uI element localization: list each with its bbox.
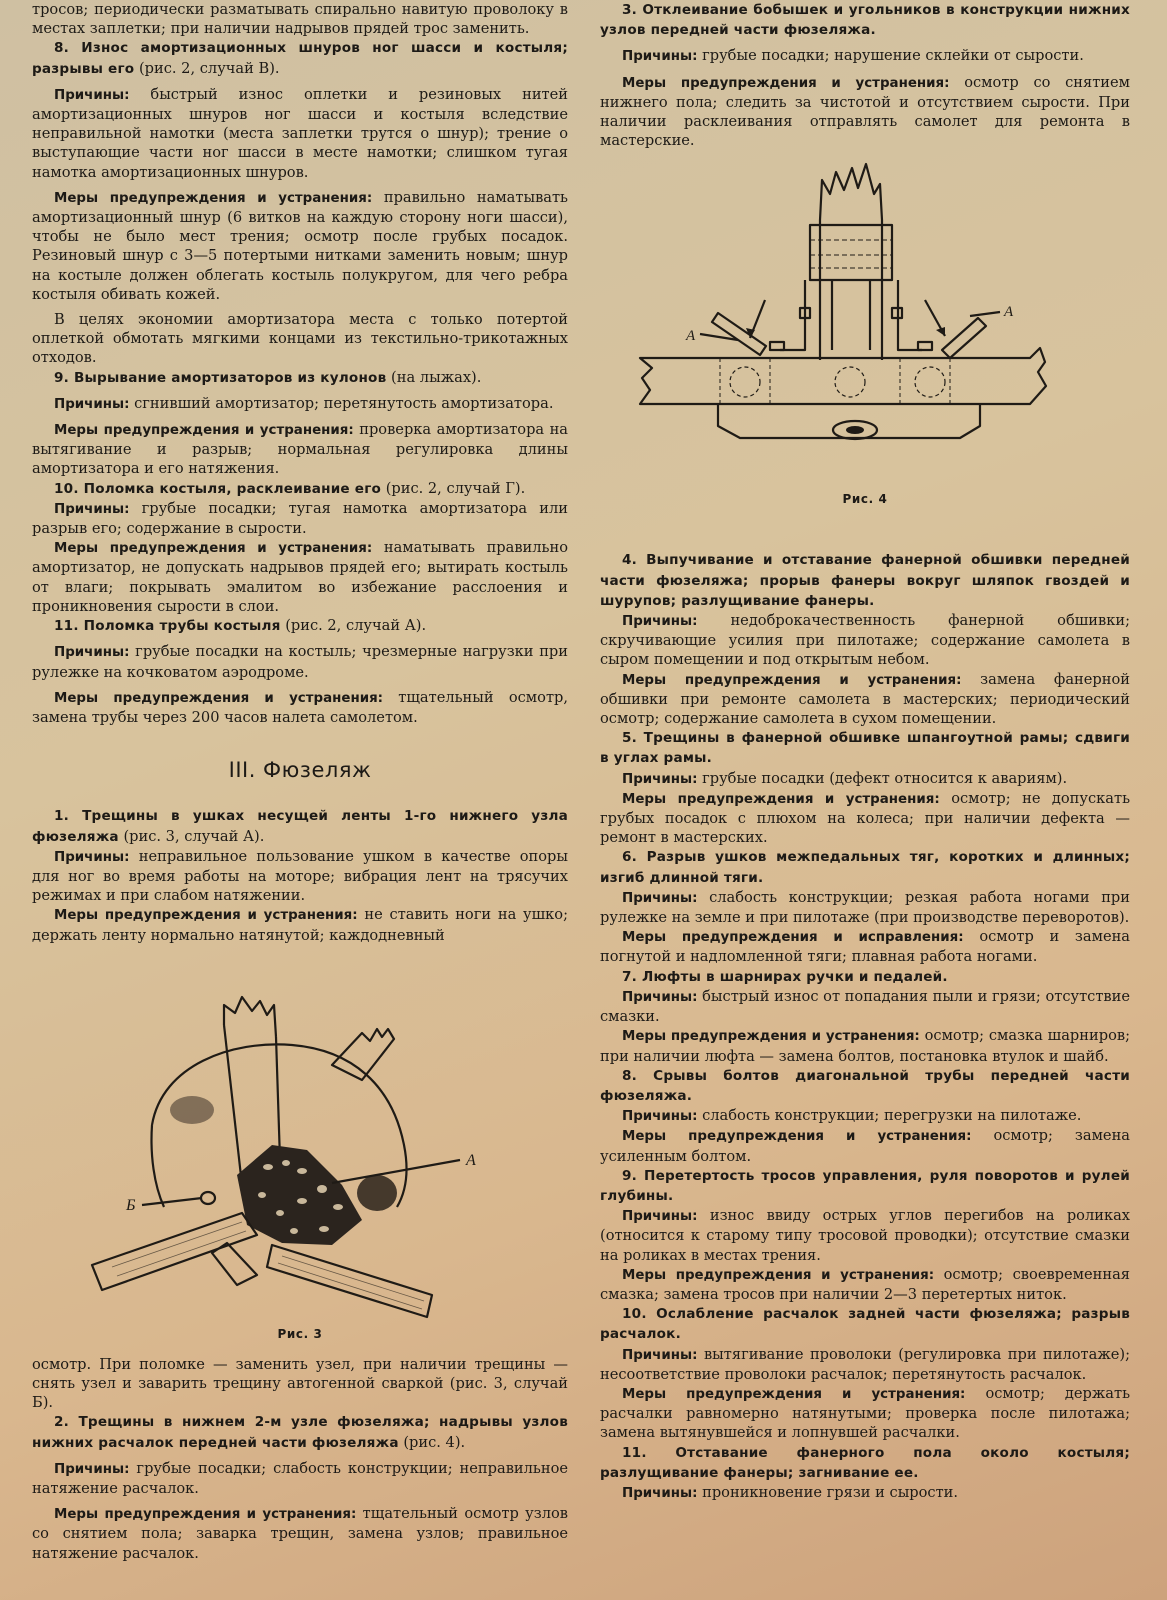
item-8-measures [32, 188, 568, 304]
item-9 [32, 368, 568, 388]
measures-label: Меры предупреждения и устранения: [54, 423, 354, 439]
causes-label: Причины: [622, 1109, 698, 1125]
item-9-causes [32, 394, 568, 414]
measures-label: Меры предупреждения и устранения: [622, 1386, 966, 1402]
causes-text: слабость конструкции; перегрузки на пилотаже. [702, 1107, 1082, 1125]
fuselage-item-9 [600, 1166, 1130, 1206]
item-8-note: В целях экономии амортизатора места с только потертой оплеткой обмотать мягкими концами из текстильно-трикотажных отходов. [32, 311, 568, 367]
fuselage-item-7-measures [600, 1026, 1130, 1065]
causes-text: сгнивший амортизатор; перетянутость амортизатора. [134, 394, 554, 412]
fuselage-item-7-causes [600, 987, 1130, 1026]
fuselage-item-8 [600, 1066, 1130, 1106]
figure-3-label-a: А [466, 1151, 476, 1169]
item-10-causes [32, 499, 568, 538]
fuselage-item-11-causes [600, 1483, 1130, 1503]
fuselage-item-6 [600, 847, 1130, 887]
causes-label: Причины: [622, 614, 698, 630]
fuselage-item-3 [600, 0, 1130, 40]
causes-text: быстрый износ от попадания пыли и грязи; отсутствие смазки. [600, 987, 1130, 1026]
fuselage-item-7 [600, 967, 1130, 987]
left-column [32, 0, 568, 1563]
measures-text: осмотр; замена усиленным болтом. [600, 1127, 1130, 1165]
causes-label: Причины: [54, 87, 130, 103]
item-11 [32, 616, 568, 636]
fuselage-item-5 [600, 728, 1130, 768]
fuselage-item-6-measures [600, 927, 1130, 966]
item-11-ref: (рис. 2, случай А). [285, 617, 427, 635]
item-10 [32, 479, 568, 499]
causes-label: Причины: [622, 989, 698, 1005]
fuselage-item-2-causes [32, 1459, 568, 1498]
fuselage-item-1-continued: осмотр. При поломке — заменить узел, при наличии трещины — снять узел и заварить трещину автогенной сваркой (рис. 3, случай Б). [32, 1355, 568, 1412]
causes-text: износ ввиду острых углов перегибов на роликах (относится к старому типу тросовой проводки); отсутствие смазки на роликах в местах трения. [600, 1207, 1130, 1264]
figure-4-caption: Рис. 4 [842, 492, 888, 507]
item-9-ref: (на лыжах). [391, 368, 482, 386]
fuselage-item-4 [600, 550, 1130, 611]
figure-4-label-a-right: А [1004, 304, 1014, 321]
measures-text: не ставить ноги на ушко; держать ленту нормально натянутой; каждодневный [32, 906, 569, 944]
fuselage-item-2-measures [32, 1504, 568, 1563]
measures-label: Меры предупреждения и устранения: [54, 690, 384, 706]
fuselage-item-2-ref: (рис. 4). [403, 1433, 466, 1451]
causes-text: проникновение грязи и сырости. [702, 1483, 959, 1501]
measures-text: осмотр и замена погнутой и надломленной тяги; плавная работа ногами. [600, 928, 1131, 966]
measures-label: Меры предупреждения и устранения: [54, 908, 358, 924]
figure-4 [600, 150, 1130, 550]
causes-label: Причины: [622, 1485, 698, 1501]
figure-3-drawing [32, 945, 568, 1325]
measures-text: осмотр; своевременная смазка; замена тросов при наличии 2—3 перетертых ниток. [600, 1265, 1130, 1303]
fuselage-item-8-causes [600, 1106, 1130, 1126]
fuselage-item-5-title: 5. Трещины в фанерной обшивке шпангоутной рамы; сдвиги в углах рамы. [600, 730, 1130, 767]
fuselage-item-4-measures [600, 670, 1130, 729]
item-10-ref: (рис. 2, случай Г). [385, 479, 526, 497]
item-10-title: 10. Поломка костыля, расклеивание его [54, 480, 382, 497]
figure-3-label-b: Б [126, 1196, 136, 1214]
item-8-ref: (рис. 2, случай В). [138, 59, 280, 77]
item-11-measures [32, 688, 568, 727]
measures-text: тщательный осмотр узлов со снятием пола; заварка трещин, замена узлов; правильное натяжение расчалок. [32, 1505, 568, 1562]
causes-text: слабость конструкции; резкая работа ногами при рулежке на земле и при пилотаже (при производстве переворотов). [600, 888, 1130, 927]
fuselage-item-2-title: 2. Трещины в нижнем 2-м узле фюзеляжа; надрывы узлов нижних расчалок передней части фюзеляжа [32, 1414, 568, 1451]
fuselage-item-3-title: 3. Отклеивание бобышек и угольников в конструкции нижних узлов передней части фюзеляжа. [600, 2, 1130, 39]
causes-text: грубые посадки; тугая намотка амортизатора или разрыв его; содержание в сырости. [32, 499, 568, 538]
measures-text: проверка амортизатора на вытягивание и разрыв; нормальная регулировка длины амортизатора и его натяжения. [32, 421, 569, 478]
fuselage-item-5-causes [600, 769, 1130, 789]
fuselage-item-10-causes [600, 1345, 1130, 1384]
item-11-causes [32, 642, 568, 681]
fuselage-item-10 [600, 1304, 1130, 1344]
measures-label: Меры предупреждения и устранения: [622, 1029, 920, 1045]
causes-label: Причины: [54, 1461, 130, 1477]
fuselage-item-11 [600, 1443, 1130, 1483]
measures-label: Меры предупреждения и устранения: [622, 1129, 972, 1145]
fuselage-item-5-measures [600, 789, 1130, 848]
measures-text: осмотр; смазка шарниров; при наличии люфта — замена болтов, постановка втулок и шайб. [600, 1027, 1130, 1065]
causes-label: Причины: [54, 645, 130, 661]
causes-text: недоброкачественность фанерной обшивки; скручивающие усилия при пилотаже; содержание самолета в сыром помещении и под открытым небом. [600, 612, 1131, 669]
causes-label: Причины: [622, 49, 698, 65]
paragraph-intro: тросов; периодически разматывать спирально навитую проволоку в местах заплетки; при наличии надрывов прядей трос заменить. [32, 1, 568, 38]
right-column [600, 0, 1130, 1503]
measures-label: Меры предупреждения и устранения: [622, 75, 950, 91]
measures-label: Меры предупреждения и устранения: [54, 1507, 357, 1523]
fuselage-item-6-causes [600, 888, 1130, 927]
fuselage-item-1-title: 1. Трещины в ушках несущей ленты 1-го нижнего узла фюзеляжа [32, 808, 568, 845]
fuselage-item-3-measures [600, 73, 1130, 151]
item-9-title: 9. Вырывание амортизаторов из кулонов [54, 369, 387, 386]
causes-label: Причины: [622, 890, 698, 906]
fuselage-item-1-ref: (рис. 3, случай А). [123, 827, 265, 845]
fuselage-item-3-causes [600, 46, 1130, 66]
fuselage-item-9-measures [600, 1265, 1130, 1304]
causes-text: грубые посадки; нарушение склейки от сырости. [702, 47, 1084, 65]
fuselage-item-1-causes [32, 847, 568, 906]
causes-label: Причины: [622, 771, 698, 787]
measures-text: осмотр со снятием нижнего пола; следить за чистотой и отсутствием сырости. При наличии расклеивания отправлять самолет для ремонта в мастерские. [600, 73, 1131, 150]
causes-text: вытягивание проволоки (регулировка при пилотаже); несоответствие проволоки расчалок; перетянутость расчалок. [600, 1345, 1130, 1383]
causes-label: Причины: [622, 1347, 698, 1363]
figure-4-drawing [600, 150, 1130, 490]
item-11-title: 11. Поломка трубы костыля [54, 618, 281, 635]
figure-3 [32, 945, 568, 1355]
causes-text: грубые посадки на костыль; чрезмерные нагрузки при рулежке на кочковатом аэродроме. [32, 643, 569, 681]
causes-label: Причины: [54, 849, 130, 865]
measures-text: наматывать правильно амортизатор, не допускать надрывов прядей его; вытирать костыль от влаги; покрывать эмалитом во избежание расслоения и проникновения сырости в слои. [32, 539, 569, 615]
causes-text: грубые посадки; слабость конструкции; неправильное натяжение расчалок. [32, 1459, 569, 1497]
fuselage-item-10-title: 10. Ослабление расчалок задней части фюзеляжа; разрыв расчалок. [600, 1306, 1130, 1343]
fuselage-item-9-title: 9. Перетертость тросов управления, руля поворотов и рулей глубины. [600, 1167, 1130, 1204]
figure-4-label-a-left: А [686, 328, 696, 345]
fuselage-item-7-title: 7. Люфты в шарнирах ручки и педалей. [622, 968, 948, 985]
fuselage-item-1-measures [32, 905, 568, 944]
measures-label: Меры предупреждения и устранения: [54, 190, 373, 206]
measures-text: осмотр; держать расчалки равномерно натянутыми; проверка после пилотажа; замена вытянувшейся и лопнувшей расчалки. [600, 1384, 1131, 1442]
figure-3-caption: Рис. 3 [277, 1326, 323, 1341]
measures-label: Меры предупреждения и устранения: [622, 672, 962, 688]
fuselage-item-1 [32, 806, 568, 846]
causes-label: Причины: [54, 501, 130, 517]
fuselage-item-9-causes [600, 1206, 1130, 1265]
measures-label: Меры предупреждения и исправления: [622, 930, 964, 946]
causes-text: быстрый износ оплетки и резиновых нитей амортизационных шнуров ног шасси и костыля вследствие неправильной намотки (места заплетки трутся о шнур); трение о выступающие части ног шасси в месте намотки; слишком тугая намотка амортизационных шнуров. [32, 85, 568, 181]
fuselage-item-11-title: 11. Отставание фанерного пола около костыля; разлущивание фанеры; загнивание ее. [600, 1444, 1130, 1481]
causes-label: Причины: [622, 1209, 698, 1225]
fuselage-item-4-causes [600, 611, 1130, 670]
fuselage-item-2 [32, 1412, 568, 1452]
measures-label: Меры предупреждения и устранения: [622, 1267, 935, 1283]
measures-text: осмотр; не допускать грубых посадок с плюхом на колеса; при наличии дефекта — ремонт в мастерских. [600, 789, 1131, 847]
measures-label: Меры предупреждения и устранения: [54, 541, 373, 557]
fuselage-item-4-title: 4. Выпучивание и отставание фанерной обшивки передней части фюзеляжа; прорыв фанеры вокруг шляпок гвоздей и шурупов; разлущивание фанеры. [600, 552, 1130, 609]
fuselage-item-8-measures [600, 1126, 1130, 1165]
item-8-title: 8. Износ амортизационных шнуров ног шасси и костыля; разрывы его [32, 40, 568, 77]
fuselage-item-10-measures [600, 1384, 1130, 1443]
item-8 [32, 38, 568, 78]
item-8-causes [32, 85, 568, 182]
measures-text: замена фанерной обшивки при ремонте самолета в мастерских; периодический осмотр; содержание самолета в сухом помещении. [600, 670, 1130, 728]
measures-text: тщательный осмотр, замена трубы через 200 часов налета самолетом. [32, 688, 568, 726]
causes-text: неправильное пользование ушком в качестве опоры для ног во время работы на моторе; вибрация лент на трясучих режимах и при слабом натяжении. [32, 847, 569, 905]
item-10-measures [32, 538, 568, 616]
fuselage-item-6-title: 6. Разрыв ушков межпедальных тяг, коротких и длинных; изгиб длинной тяги. [600, 849, 1130, 886]
fuselage-item-8-title: 8. Срывы болтов диагональной трубы передней части фюзеляжа. [600, 1067, 1130, 1104]
measures-label: Меры предупреждения и устранения: [622, 791, 940, 807]
causes-label: Причины: [54, 396, 130, 412]
causes-text: грубые посадки (дефект относится к авариям). [702, 769, 1068, 787]
measures-text: правильно наматывать амортизационный шнур (6 витков на каждую сторону ноги шасси), чтобы не было мест трения; осмотр после грубых посадок. Резиновый шнур с 3—5 потертыми нитками заменить новым; шнур на костыле должен облегать костыль полукругом, для чего ребра костыля обивать кожей. [32, 188, 569, 303]
section-title: III. Фюзеляж [228, 758, 372, 783]
item-9-measures [32, 420, 568, 479]
